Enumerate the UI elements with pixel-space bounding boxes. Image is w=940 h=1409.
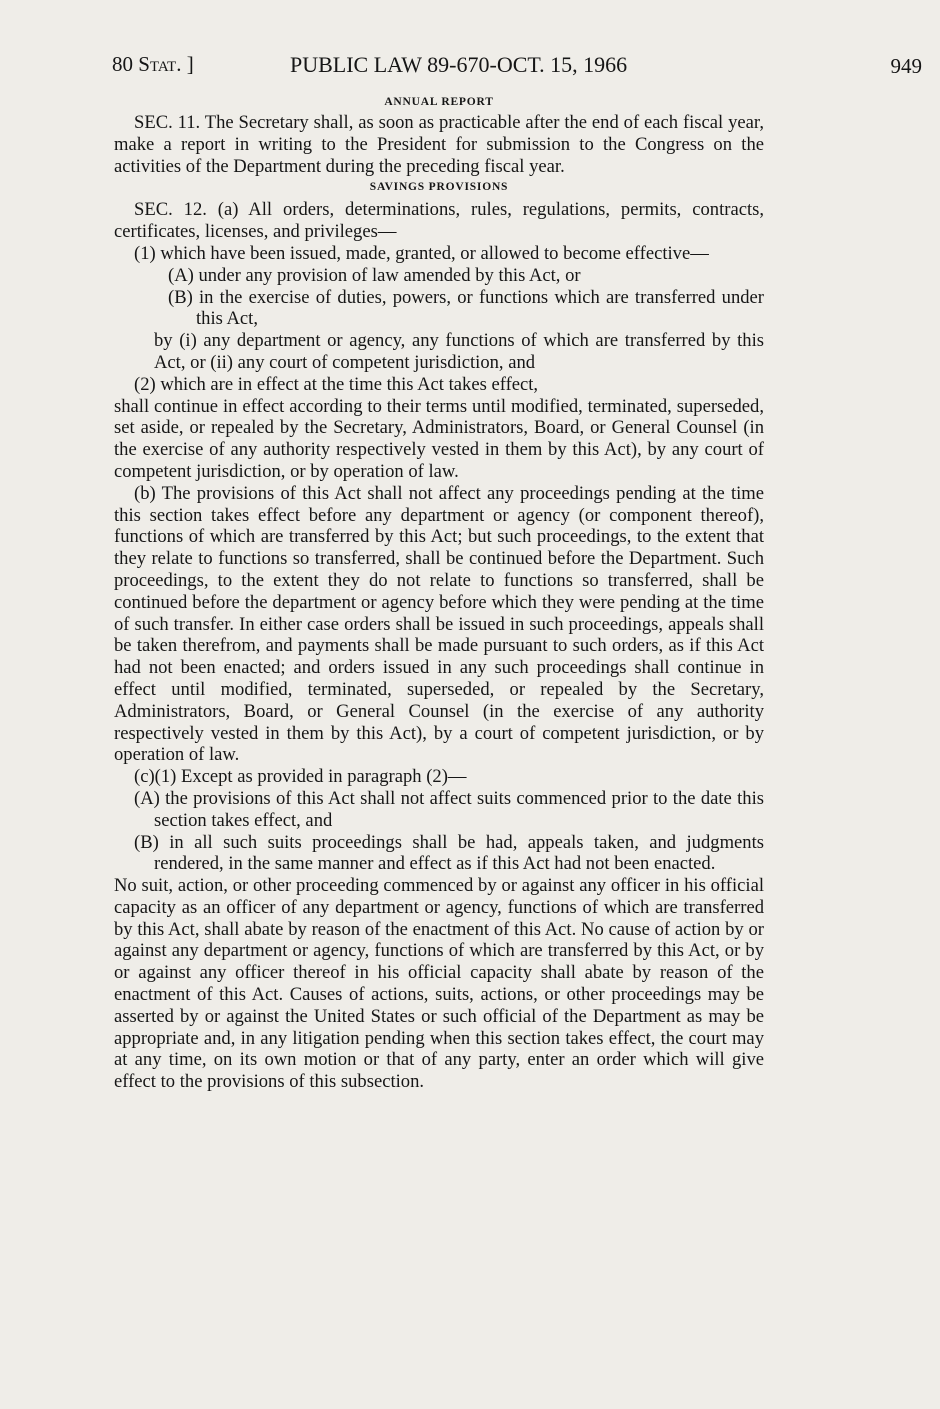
- paragraph: (c)(1) Except as provided in paragraph (2)—: [134, 766, 467, 788]
- running-header: [112, 52, 922, 80]
- page-number: 949: [890, 54, 922, 78]
- paragraph: (B) in the exercise of duties, powers, or functions which are transferred under this Act,: [168, 286, 764, 330]
- statute-volume: 80 Stat. ]: [112, 52, 194, 76]
- law-title: PUBLIC LAW 89-670-OCT. 15, 1966: [290, 52, 628, 77]
- paragraph: (B) in all such suits proceedings shall be had, appeals taken, and judgments rendered, in the same manner and effect as if this Act had not been enacted.: [134, 831, 764, 875]
- paragraph: (2) which are in effect at the time this Act takes effect,: [134, 373, 539, 395]
- paragraph: by (i) any department or agency, any functions of which are transferred by this Act, or (ii) any court of competent jurisdiction, and: [154, 330, 764, 373]
- section-heading: ANNUAL REPORT: [384, 96, 494, 108]
- paragraph: (1) which have been issued, made, granted, or allowed to become effective—: [134, 242, 709, 264]
- paragraph: (A) the provisions of this Act shall not affect suits commenced prior to the date this section takes effect, and: [134, 787, 764, 831]
- body-text: [114, 92, 764, 1093]
- paragraph: shall continue in effect according to their terms until modified, terminated, superseded, set aside, or repealed by the Secretary, Administrators, Board, or General Counsel (in the exercise of any authority respectively vested in them by this Act), by any court of competent jurisdiction, or by operation of law.: [114, 395, 764, 482]
- paragraph: No suit, action, or other proceeding commenced by or against any officer in his official capacity as an officer of any department or agency, functions of which are transferred by this Act, shall abate by reason of the enactment of this Act. No cause of action by or against any department or agency, functions of which are transferred by this Act, or by or against any officer thereof in his official capacity shall abate by reason of the enactment of this Act. Causes of actions, suits, actions, or other proceedings may be asserted by or against the United States or such official of the Department as may be appropriate and, in any litigation pending when this section takes effect, the court may at any time, on its own motion or that of any party, enter an order which will give effect to the provisions of this subsection.: [114, 875, 764, 1093]
- paragraph: SEC. 11. The Secretary shall, as soon as practicable after the end of each fiscal year, make a report in writing to the President for submission to the Congress on the activities of the Department during the preceding fiscal year.: [114, 112, 764, 177]
- paragraph: (b) The provisions of this Act shall not affect any proceedings pending at the time this section takes effect before any department or agency (or component thereof), functions of which are transferred by this Act; but such proceedings, to the extent that they relate to functions so transferred, shall be continued before the Department. Such proceedings, to the extent they do not relate to functions so transferred, shall be continued before the department or agency before which they were pending at the time of such transfer. In either case orders shall be issued in such proceedings, appeals shall be taken therefrom, and payments shall be made pursuant to such orders, as if this Act had not been enacted; and orders issued in any such proceedings shall continue in effect until modified, terminated, superseded, or repealed by the Secretary, Administrators, Board, or General Counsel (in the exercise of any authority respectively vested in them by this Act), by a court of competent jurisdiction, or by operation of law.: [114, 482, 764, 766]
- paragraph: (A) under any provision of law amended by this Act, or: [168, 264, 581, 286]
- paragraph: SEC. 12. (a) All orders, determinations, rules, regulations, permits, contracts, certificates, licenses, and privileges—: [114, 199, 764, 243]
- section-heading: SAVINGS PROVISIONS: [369, 181, 509, 194]
